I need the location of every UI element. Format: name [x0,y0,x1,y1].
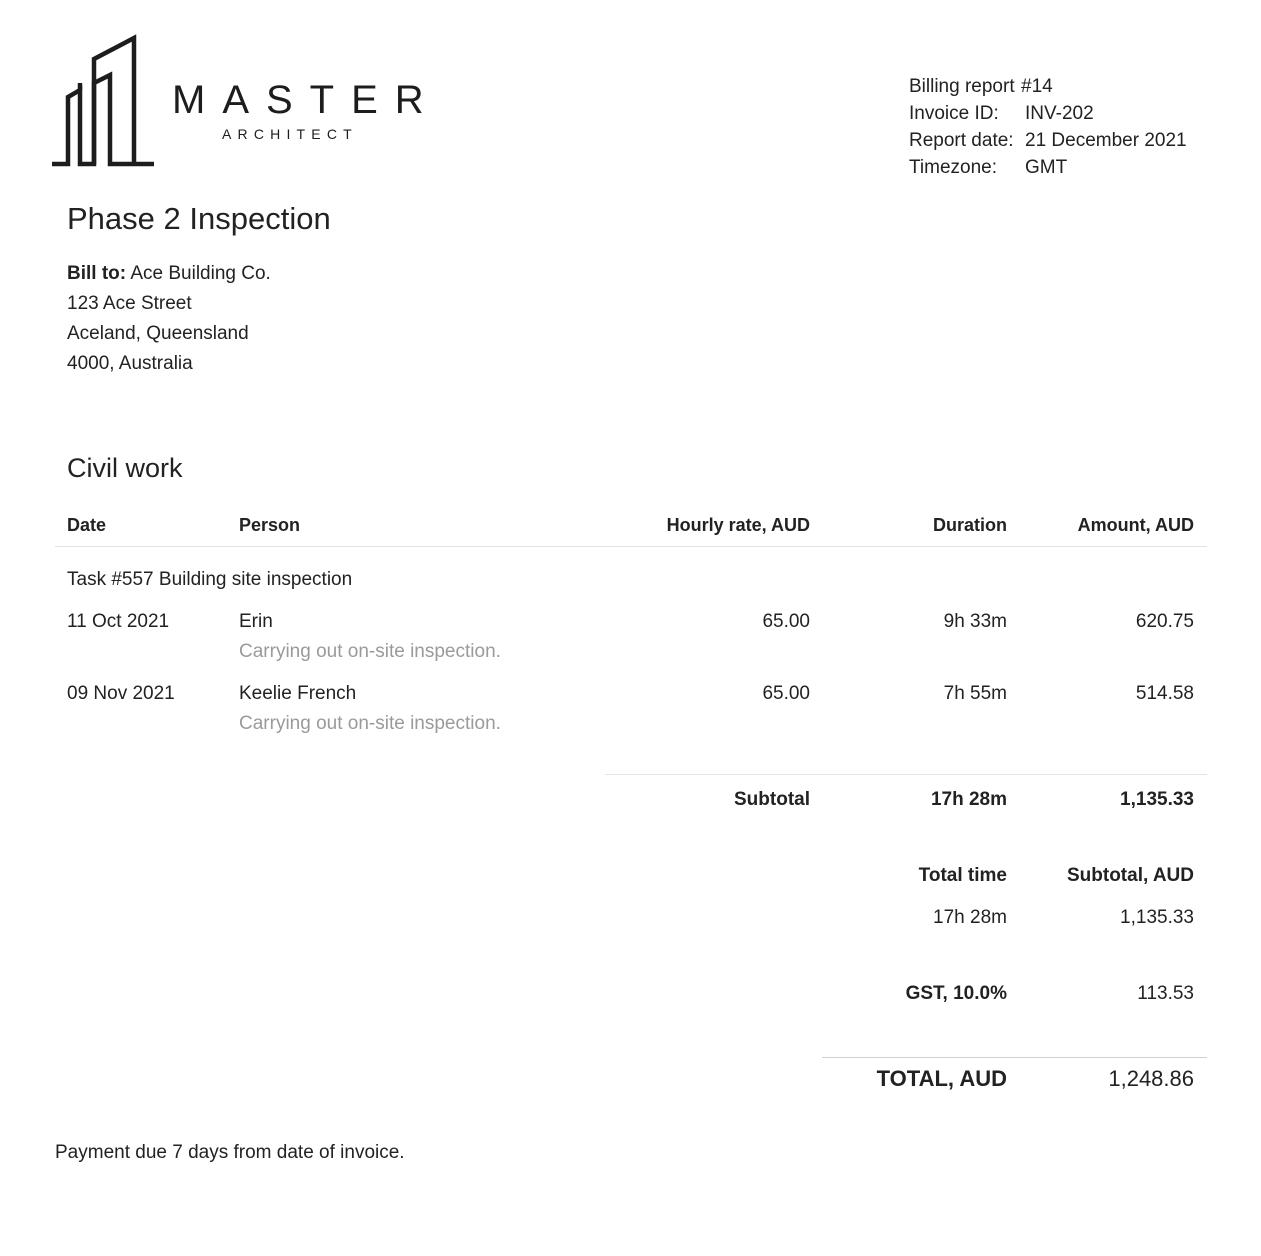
gst-label: GST, 10.0% [905,983,1007,1004]
row-duration: 7h 55m [943,683,1007,704]
logo-wordmark: MASTER [172,78,441,122]
bill-to-address-line: 4000, Australia [67,353,193,374]
header-amount: Amount, AUD [1077,515,1194,535]
subtotal-divider [605,774,1207,775]
payment-terms: Payment due 7 days from date of invoice. [55,1142,405,1163]
row-person: Keelie French [239,683,357,704]
gst-amount: 113.53 [1137,983,1194,1004]
row-amount: 514.58 [1135,683,1194,704]
header-hourly-rate: Hourly rate, AUD [666,515,810,535]
subtotal-duration: 17h 28m [930,789,1007,810]
row-date: 09 Nov 2021 [67,683,175,704]
summary-subtotal-label: Subtotal, AUD [1066,865,1194,886]
bill-to-label: Bill to: [67,263,127,284]
bill-to-name: Ace Building Co. [130,263,271,284]
page-title: Phase 2 Inspection [67,201,331,236]
header-divider [55,546,1207,547]
meta-timezone [909,154,1187,181]
summary-time-label: Total time [918,865,1007,886]
report-meta [909,73,1187,181]
meta-value: GMT [1025,157,1068,178]
meta-key: Report date: [909,130,1014,151]
bill-to-line [67,259,271,289]
subtotal-label: Subtotal [734,789,810,810]
row-duration: 9h 33m [943,611,1007,632]
total-divider [822,1057,1207,1058]
row-rate: 65.00 [762,611,810,632]
logo-building-icon [50,33,158,169]
section-title: Civil work [67,453,183,483]
row-note: Carrying out on-site inspection. [239,641,501,662]
row-note: Carrying out on-site inspection. [239,713,501,734]
row-rate: 65.00 [762,683,810,704]
summary-time: 17h 28m [933,907,1007,928]
logo-subtitle: ARCHITECT [222,126,358,142]
meta-value: 21 December 2021 [1025,130,1187,151]
header-date: Date [67,515,107,535]
meta-value: #14 [1021,76,1053,97]
meta-key: Invoice ID: [909,103,999,124]
meta-invoice-id [909,100,1187,127]
header-person: Person [239,515,301,535]
meta-value: INV-202 [1025,103,1094,124]
meta-billing-report [909,73,1187,100]
meta-key: Billing report [909,76,1015,97]
header-duration: Duration [933,515,1007,535]
bill-to-address-line: Aceland, Queensland [67,323,249,344]
bill-to-address-line: 123 Ace Street [67,293,192,314]
row-person: Erin [239,611,273,632]
task-group-title: Task #557 Building site inspection [67,569,353,590]
subtotal-amount: 1,135.33 [1120,789,1194,810]
summary-subtotal: 1,135.33 [1120,907,1194,928]
row-amount: 620.75 [1135,611,1194,632]
meta-report-date [909,127,1187,154]
bill-to-block [67,259,271,379]
meta-key: Timezone: [909,157,997,178]
total-label: TOTAL, AUD [876,1066,1007,1091]
row-date: 11 Oct 2021 [67,611,170,632]
total-amount: 1,248.86 [1108,1066,1194,1091]
